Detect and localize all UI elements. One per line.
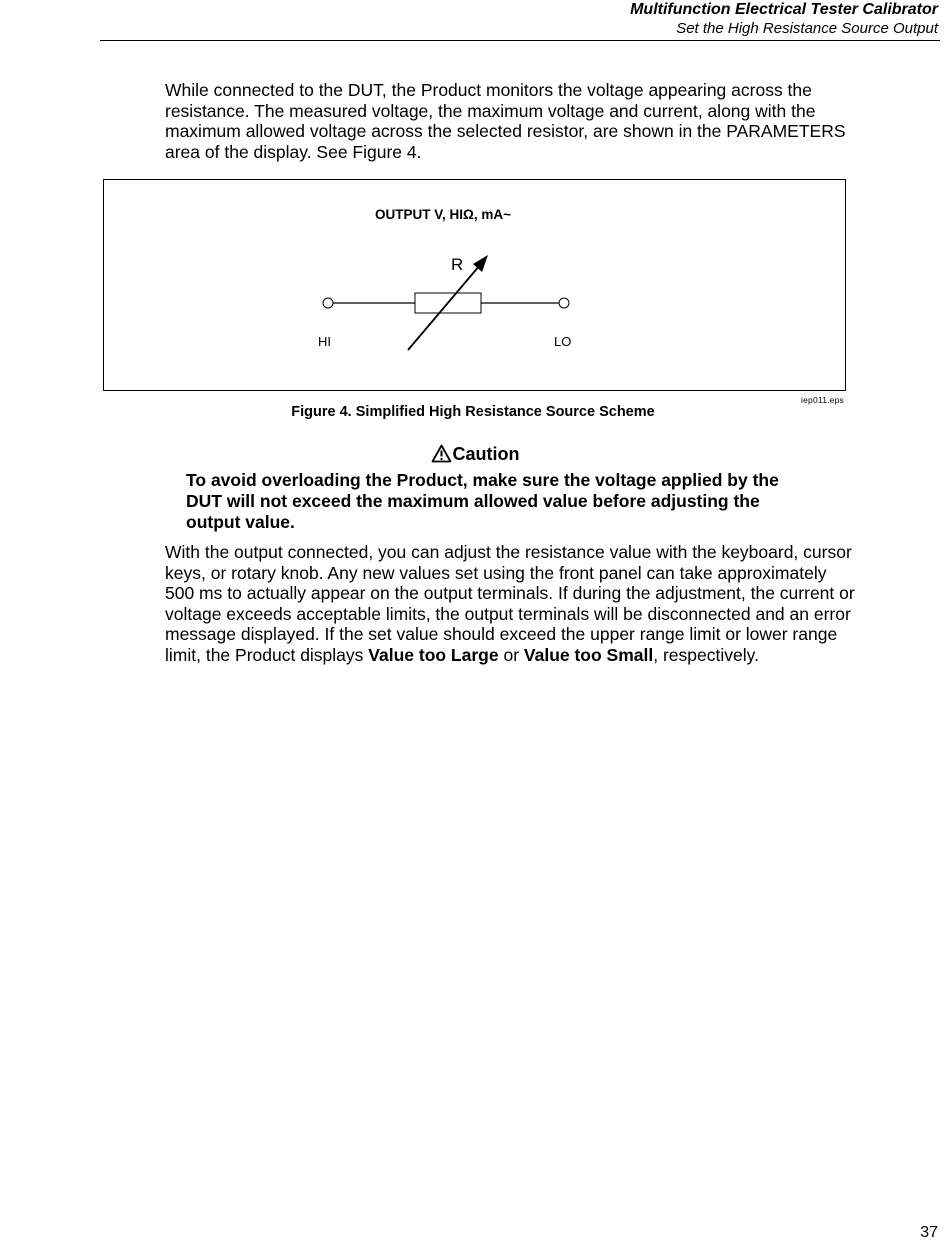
header-rule [100,40,940,41]
warning-triangle-icon [431,444,452,463]
adjust-text-or: or [498,644,524,665]
figure-file-tag: iep011.eps [801,395,844,405]
figure-caption: Figure 4. Simplified High Resistance Source Scheme [291,404,655,420]
value-too-large-label: Value too Large [368,644,499,665]
output-label: OUTPUT V, HIΩ, mA~ [375,207,511,222]
resistor-label: R [451,255,464,274]
header-subtitle: Set the High Resistance Source Output [676,20,938,37]
lo-terminal-label: LO [554,334,572,349]
adjust-paragraph [165,542,855,666]
lo-terminal [559,298,569,308]
adjust-text: With the output connected, you can adjust the resistance value with the keyboard, cursor keys, or rotary knob. Any new values set using the front panel can take approximately 500 ms to actually appear on the output terminals. If during the adjustment, the current or voltage exceeds acceptable limits, the output terminals will be disconnected and an error message displayed. If the set value should exceed the upper range limit or lower range limit, the Product displays [165,542,855,665]
page-number: 37 [920,1224,938,1241]
caution-heading [0,443,950,465]
caution-text: To avoid overloading the Product, make sure the voltage applied by the DUT will not exceed the maximum allowed value before adjusting the output value. [186,470,779,532]
caution-heading-text: Caution [452,444,520,464]
intro-paragraph: While connected to the DUT, the Product monitors the voltage appearing across the resistance. The measured voltage, the maximum voltage and current, along with the maximum allowed voltage across the selected resistor, are shown in the PARAMETERS area of the display. See Figure 4. [165,80,846,162]
figure-4-box [103,179,846,391]
hi-terminal [323,298,333,308]
adjust-text-end: , respectively. [653,644,759,665]
header-title: Multifunction Electrical Tester Calibrator [630,1,938,18]
hi-terminal-label: HI [318,334,331,349]
value-too-small-label: Value too Small [523,644,654,665]
